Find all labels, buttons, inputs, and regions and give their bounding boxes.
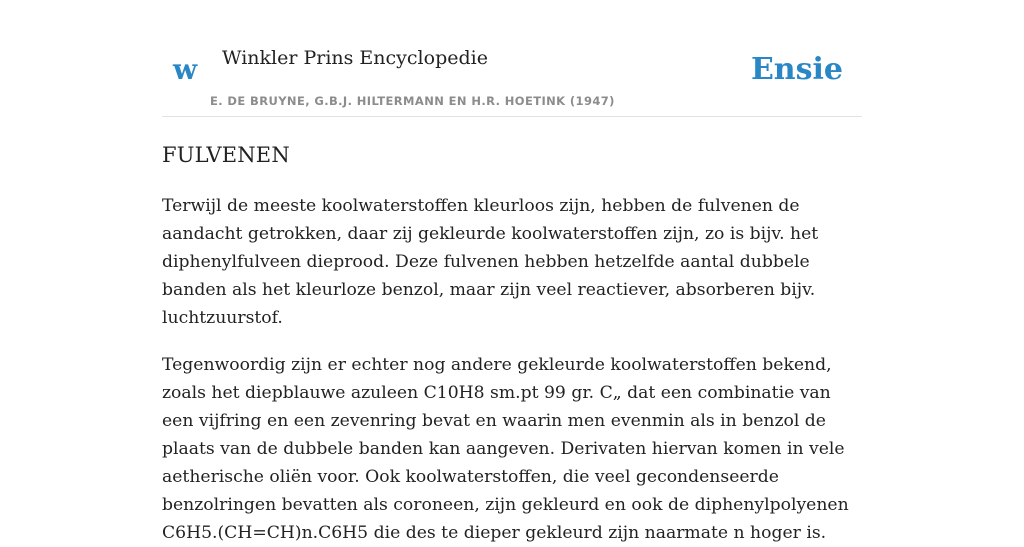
article [162, 138, 867, 547]
article-paragraph-1: Terwijl de meeste koolwaterstoffen kleurloos zijn, hebben de fulvenen de aandacht getrokken, daar zij gekleurde koolwaterstoffen zijn, zo is bijv. het diphenylfulveen dieprood. Deze fulvenen hebben hetzelfde aantal dubbele banden als het kleurloze benzol, maar zijn veel reactiever, absorberen bijv. luchtzuurstof. [162, 196, 819, 328]
article-title: FULVENEN [162, 143, 290, 167]
ensie-logo[interactable]: Ensie [750, 52, 843, 87]
source-title[interactable]: Winkler Prins Encyclopedie [222, 47, 488, 69]
source-header [162, 0, 862, 117]
article-paragraph-2: Tegenwoordig zijn er echter nog andere gekleurde koolwaterstoffen bekend, zoals het diepblauwe azuleen C10H8 sm.pt 99 gr. C„ dat een combinatie van een vijfring en een zevenring bevat en waarin men evenmin als in benzol de plaats van de dubbele banden kan aangeven. Derivaten hiervan komen in vele aetherische oliën voor. Ook koolwaterstoffen, die veel gecondenseerde benzolringen bevatten als coroneen, zijn gekleurd en ook de diphenylpolyenen C6H5.(CH=CH)n.C6H5 die des te dieper gekleurd zijn naarmate n hoger is. [162, 355, 849, 543]
source-logo-icon[interactable]: w [173, 53, 198, 86]
source-authors: E. DE BRUYNE, G.B.J. HILTERMANN EN H.R. HOETINK (1947) [210, 94, 615, 108]
